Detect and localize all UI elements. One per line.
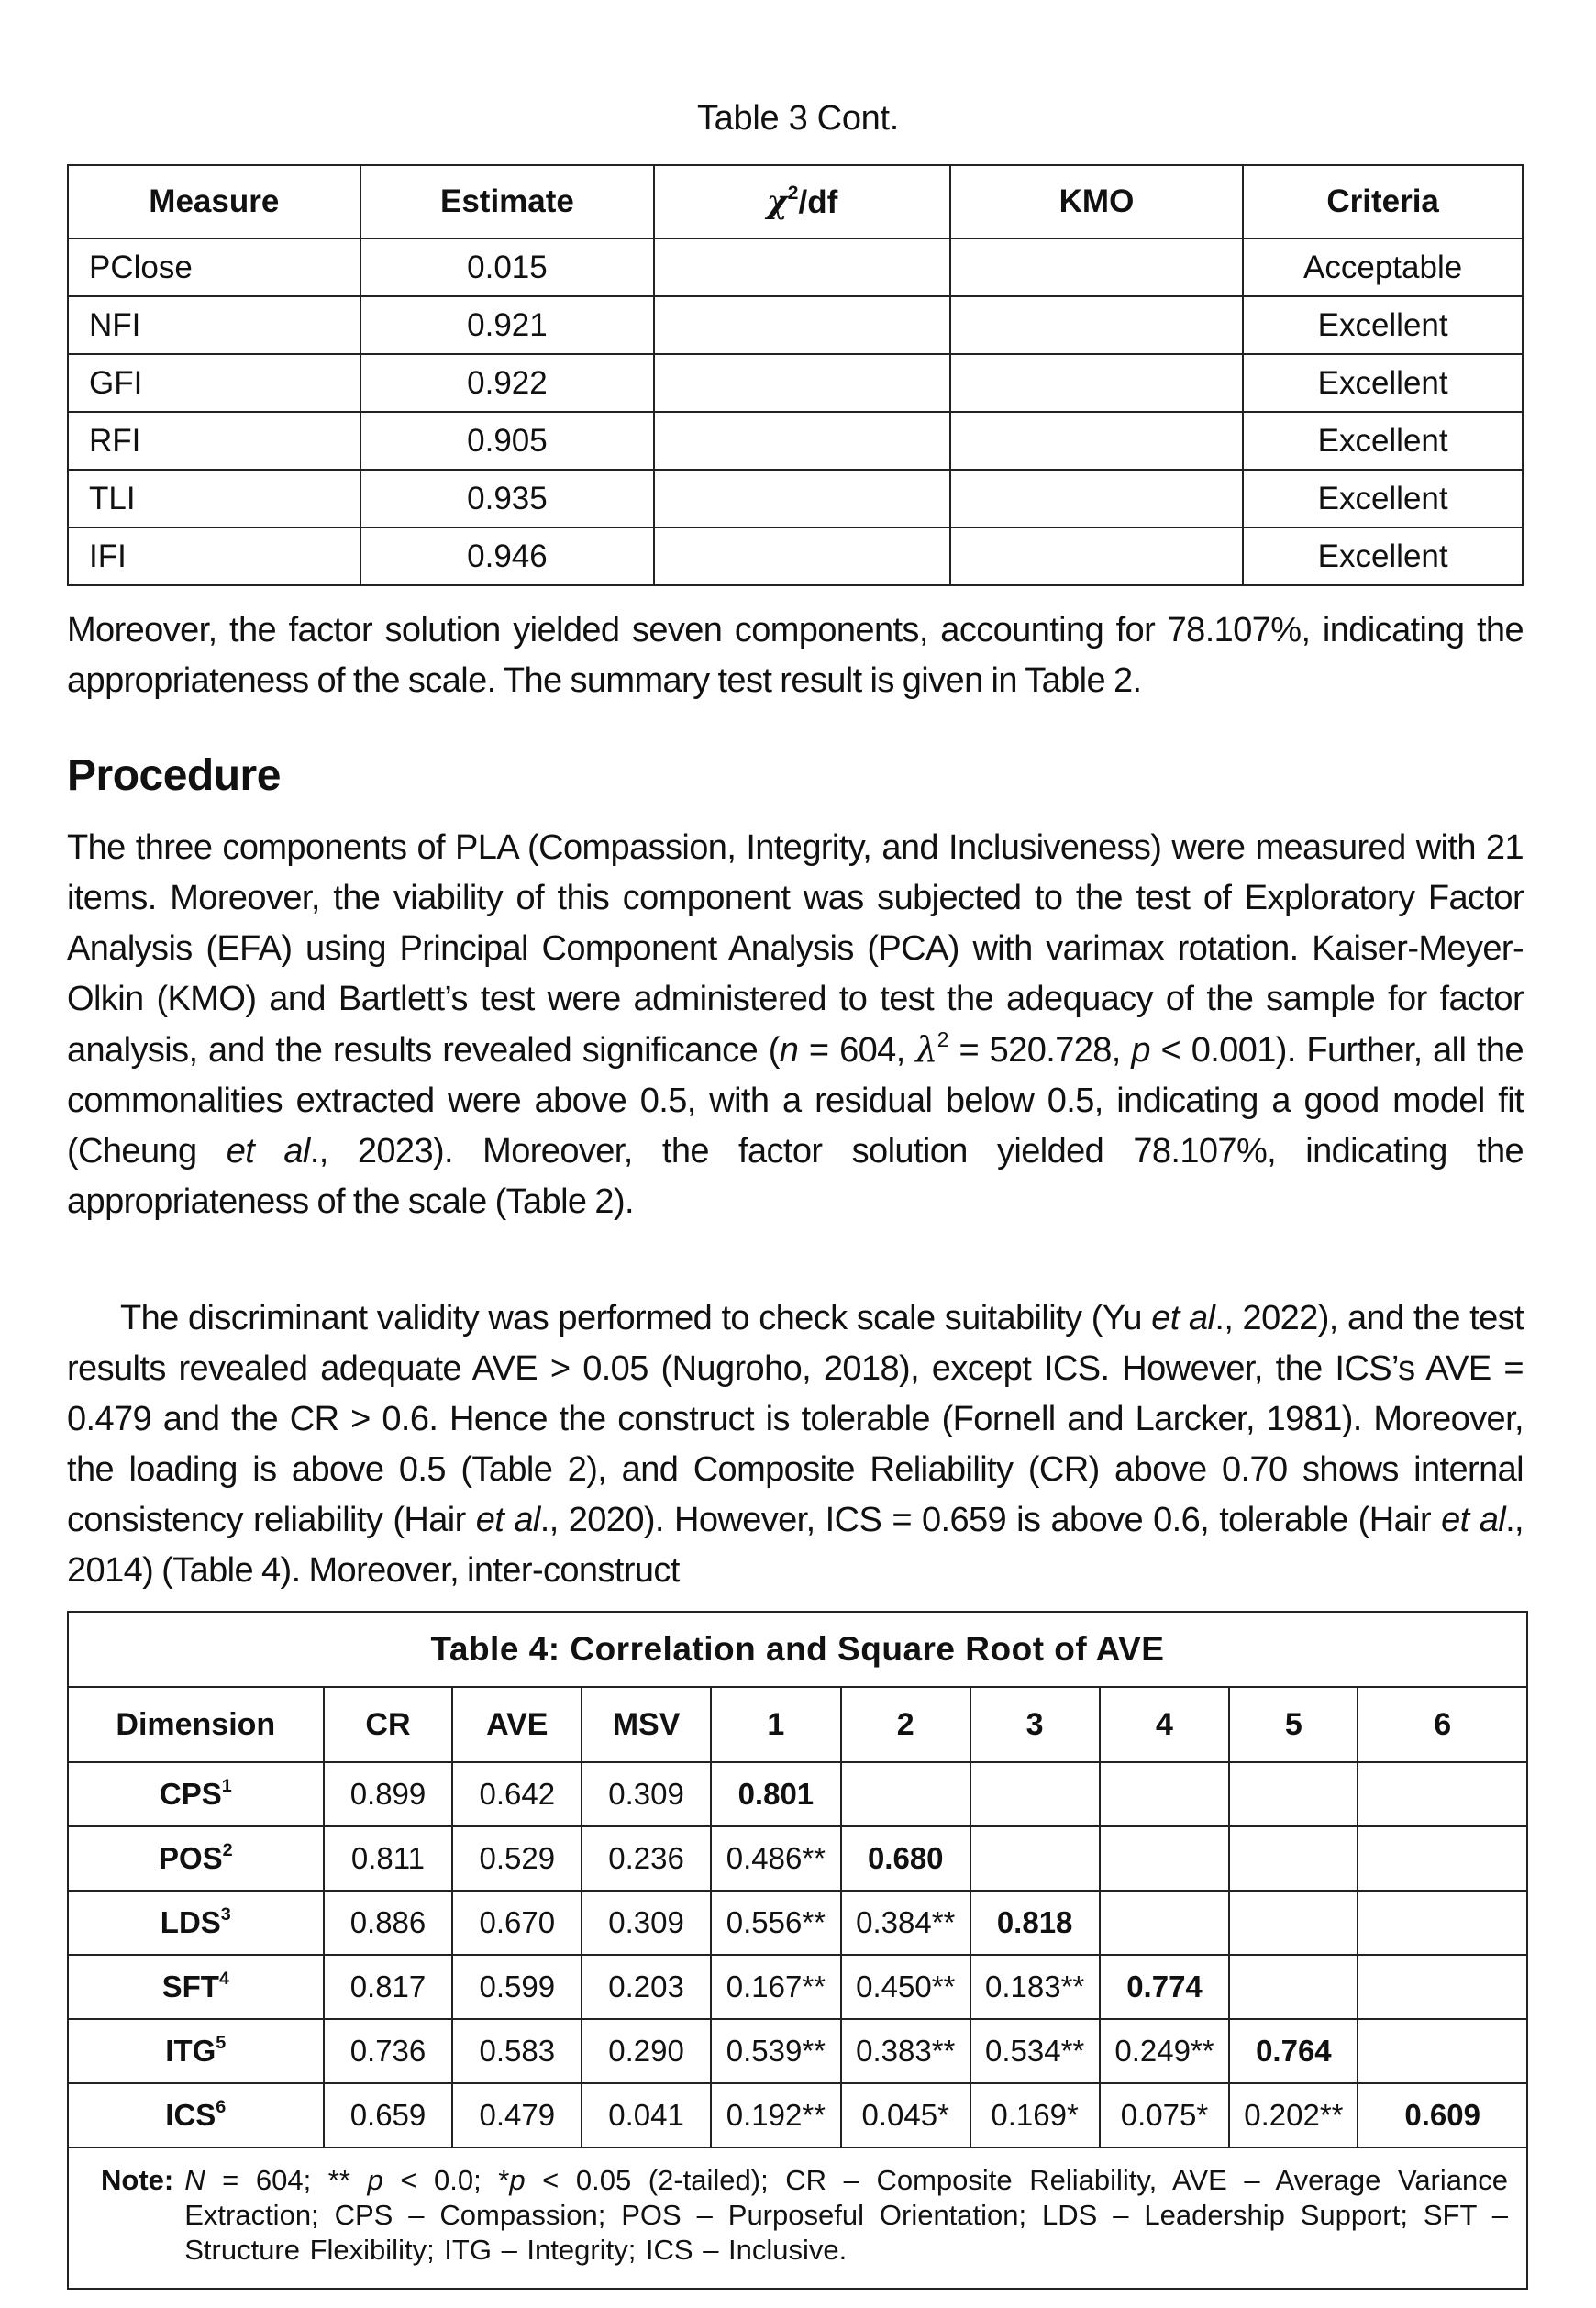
table4-row bbox=[68, 1826, 1527, 1891]
cell-sqrt-ave: 0.609 bbox=[1358, 2083, 1527, 2147]
col-header-5: 5 bbox=[1229, 1687, 1358, 1762]
note-text bbox=[184, 2163, 1508, 2268]
cell-correlation: 0.169* bbox=[970, 2083, 1100, 2147]
dimension-superscript: 3 bbox=[220, 1904, 231, 1925]
cell-correlation bbox=[1100, 1762, 1230, 1826]
cell-chi-df bbox=[654, 527, 949, 585]
cell-correlation: 0.167** bbox=[711, 1955, 841, 2019]
col-header-measure: Measure bbox=[68, 165, 360, 239]
dimension-superscript: 1 bbox=[221, 1776, 232, 1797]
col-header-3: 3 bbox=[970, 1687, 1100, 1762]
cell-correlation: 0.045* bbox=[841, 2083, 970, 2147]
cell-dimension bbox=[68, 2083, 324, 2147]
col-header-chi-df bbox=[654, 165, 949, 239]
text-run: The three components of PLA (Compassion, Integrity, and Inclusiveness) were measured with 21 items. Moreover, the viability of this component was subjected to the test of Exploratory Factor Analysis (EFA) using Principal Component Analysis (PCA) with varimax rotation. Kaiser-Meyer-Olkin (KMO) and Bartlett’s test were administered to test the adequacy of the sample for factor analysis, and the results revealed significance ( bbox=[67, 828, 1524, 1070]
cell-correlation bbox=[1358, 1891, 1527, 1955]
cell-correlation: 0.202** bbox=[1229, 2083, 1358, 2147]
cell-ave: 0.642 bbox=[452, 1762, 582, 1826]
cell-correlation bbox=[1358, 1955, 1527, 2019]
cell-sqrt-ave: 0.764 bbox=[1229, 2019, 1358, 2083]
cell-measure: TLI bbox=[68, 470, 360, 527]
section-heading-procedure: Procedure bbox=[67, 751, 281, 800]
text-run: = 604, bbox=[798, 1031, 916, 1070]
cell-dimension bbox=[68, 2019, 324, 2083]
col-header-cr: CR bbox=[324, 1687, 453, 1762]
italic-p: p bbox=[1131, 1031, 1150, 1070]
table3-row bbox=[68, 470, 1523, 527]
dimension-code: LDS bbox=[160, 1905, 221, 1939]
dimension-superscript: 5 bbox=[216, 2033, 227, 2054]
cell-cr: 0.886 bbox=[324, 1891, 453, 1955]
cell-correlation: 0.249** bbox=[1100, 2019, 1230, 2083]
text-run: < 0.0; * bbox=[382, 2164, 510, 2196]
table3-row bbox=[68, 354, 1523, 412]
cell-correlation bbox=[1100, 1891, 1230, 1955]
col-header-estimate: Estimate bbox=[360, 165, 655, 239]
text-run: = 604; ** bbox=[205, 2164, 368, 2196]
cell-correlation bbox=[1358, 1762, 1527, 1826]
italic-p: p bbox=[367, 2164, 383, 2196]
cell-correlation: 0.486** bbox=[711, 1826, 841, 1891]
cell-cr: 0.817 bbox=[324, 1955, 453, 2019]
table3-caption: Table 3 Cont. bbox=[696, 99, 900, 138]
text-run: = 520.728, bbox=[948, 1031, 1132, 1070]
col-header-criteria: Criteria bbox=[1243, 165, 1523, 239]
cell-measure: RFI bbox=[68, 412, 360, 470]
cell-measure: GFI bbox=[68, 354, 360, 412]
paragraph-discriminant-validity bbox=[67, 1293, 1524, 1596]
italic-et-al: et al bbox=[475, 1501, 540, 1539]
table3-row bbox=[68, 296, 1523, 354]
dimension-superscript: 6 bbox=[216, 2097, 227, 2118]
table4-title: Table 4: Correlation and Square Root of AVE bbox=[68, 1612, 1527, 1687]
cell-correlation bbox=[1358, 1826, 1527, 1891]
cell-correlation: 0.383** bbox=[841, 2019, 970, 2083]
cell-estimate: 0.922 bbox=[360, 354, 655, 412]
cell-msv: 0.309 bbox=[582, 1762, 711, 1826]
cell-kmo bbox=[950, 527, 1244, 585]
cell-criteria: Excellent bbox=[1243, 412, 1523, 470]
italic-et-al: et al bbox=[1151, 1299, 1215, 1337]
cell-correlation bbox=[1229, 1955, 1358, 2019]
col-header-msv: MSV bbox=[582, 1687, 711, 1762]
text-run: < 0.001). Further, all the commonalities extracted were above 0.5, with a residual below 0.5, indicating a good model fit (Cheung bbox=[67, 1031, 1524, 1171]
dimension-code: SFT bbox=[161, 1970, 219, 2003]
cell-correlation: 0.183** bbox=[970, 1955, 1100, 2019]
cell-correlation bbox=[970, 1762, 1100, 1826]
cell-correlation: 0.075* bbox=[1100, 2083, 1230, 2147]
cell-dimension bbox=[68, 1762, 324, 1826]
cell-ave: 0.529 bbox=[452, 1826, 582, 1891]
cell-kmo bbox=[950, 354, 1244, 412]
table4-header-row bbox=[68, 1687, 1527, 1762]
cell-measure: IFI bbox=[68, 527, 360, 585]
cell-correlation bbox=[1229, 1891, 1358, 1955]
paragraph-factor-solution: Moreover, the factor solution yielded seven components, accounting for 78.107%, indicating the appropriateness of the scale. The summary test result is given in Table 2. bbox=[67, 611, 1524, 700]
table4-row bbox=[68, 1762, 1527, 1826]
cell-correlation: 0.556** bbox=[711, 1891, 841, 1955]
cell-chi-df bbox=[654, 239, 949, 296]
table4-correlation bbox=[67, 1611, 1528, 2290]
cell-kmo bbox=[950, 239, 1244, 296]
italic-et-al: et al bbox=[1441, 1501, 1506, 1539]
table3-row bbox=[68, 239, 1523, 296]
cell-criteria: Excellent bbox=[1243, 470, 1523, 527]
table3-header-row bbox=[68, 165, 1523, 239]
cell-estimate: 0.946 bbox=[360, 527, 655, 585]
col-header-2: 2 bbox=[841, 1687, 970, 1762]
table4-note-row bbox=[68, 2147, 1527, 2289]
text-run: ., 2022), and the test results revealed adequate AVE > 0.05 (Nugroho, 2018), except ICS. However, the ICS’s AVE = 0.479 and the CR > 0.6. Hence the construct is tolerable (Fornell and Larcker, 1981). Moreover, the loading is above 0.5 (Table 2), and Composite Reliability (CR) above 0.70 shows internal consistency reliability (Hair bbox=[67, 1299, 1524, 1539]
col-header-kmo: KMO bbox=[950, 165, 1244, 239]
cell-estimate: 0.015 bbox=[360, 239, 655, 296]
table4-row bbox=[68, 2083, 1527, 2147]
cell-correlation: 0.450** bbox=[841, 1955, 970, 2019]
table4-row bbox=[68, 1955, 1527, 2019]
table4-row bbox=[68, 1891, 1527, 1955]
cell-msv: 0.041 bbox=[582, 2083, 711, 2147]
cell-measure: NFI bbox=[68, 296, 360, 354]
cell-cr: 0.899 bbox=[324, 1762, 453, 1826]
cell-criteria: Excellent bbox=[1243, 527, 1523, 585]
cell-correlation: 0.192** bbox=[711, 2083, 841, 2147]
cell-correlation bbox=[1100, 1826, 1230, 1891]
cell-chi-df bbox=[654, 412, 949, 470]
cell-correlation bbox=[1229, 1826, 1358, 1891]
cell-cr: 0.659 bbox=[324, 2083, 453, 2147]
cell-dimension bbox=[68, 1891, 324, 1955]
dimension-code: CPS bbox=[159, 1777, 222, 1811]
cell-sqrt-ave: 0.680 bbox=[841, 1826, 970, 1891]
cell-measure: PClose bbox=[68, 239, 360, 296]
table4-note bbox=[68, 2147, 1527, 2289]
cell-msv: 0.309 bbox=[582, 1891, 711, 1955]
cell-estimate: 0.935 bbox=[360, 470, 655, 527]
lambda-symbol: λ bbox=[915, 1029, 937, 1070]
cell-correlation bbox=[841, 1762, 970, 1826]
cell-kmo bbox=[950, 470, 1244, 527]
table3-model-fit bbox=[67, 164, 1524, 586]
text-run: ., 2023). Moreover, the factor solution yielded 78.107%, indicating the appropriateness of the scale (Table 2). bbox=[67, 1132, 1524, 1221]
cell-msv: 0.290 bbox=[582, 2019, 711, 2083]
cell-msv: 0.203 bbox=[582, 1955, 711, 2019]
cell-criteria: Excellent bbox=[1243, 296, 1523, 354]
dimension-superscript: 2 bbox=[222, 1840, 233, 1861]
cell-ave: 0.479 bbox=[452, 2083, 582, 2147]
lambda-superscript: 2 bbox=[937, 1027, 948, 1052]
cell-estimate: 0.905 bbox=[360, 412, 655, 470]
cell-dimension bbox=[68, 1955, 324, 2019]
col-header-ave: AVE bbox=[452, 1687, 582, 1762]
italic-N: N bbox=[184, 2164, 205, 2196]
chi-symbol: χ bbox=[766, 183, 788, 221]
cell-kmo bbox=[950, 412, 1244, 470]
cell-correlation bbox=[970, 1826, 1100, 1891]
cell-sqrt-ave: 0.818 bbox=[970, 1891, 1100, 1955]
dimension-code: POS bbox=[158, 1841, 223, 1875]
cell-correlation: 0.534** bbox=[970, 2019, 1100, 2083]
dimension-code: ICS bbox=[165, 2098, 216, 2132]
cell-dimension bbox=[68, 1826, 324, 1891]
cell-criteria: Acceptable bbox=[1243, 239, 1523, 296]
dimension-superscript: 4 bbox=[218, 1969, 229, 1990]
table3-row bbox=[68, 527, 1523, 585]
cell-correlation: 0.384** bbox=[841, 1891, 970, 1955]
text-run: The discriminant validity was performed to check scale suitability (Yu bbox=[120, 1299, 1152, 1337]
cell-correlation bbox=[1229, 1762, 1358, 1826]
cell-correlation bbox=[1358, 2019, 1527, 2083]
cell-cr: 0.736 bbox=[324, 2019, 453, 2083]
cell-msv: 0.236 bbox=[582, 1826, 711, 1891]
dimension-code: ITG bbox=[165, 2034, 216, 2068]
chi-superscript: 2 bbox=[787, 182, 799, 204]
table3-row bbox=[68, 412, 1523, 470]
col-header-1: 1 bbox=[711, 1687, 841, 1762]
text-run: < 0.05 (2-tailed); CR – Composite Reliability, AVE – Average Variance Extraction; CPS – Compassion; POS – Purposeful Orientation; LDS – Leadership Support; SFT – Structure Flexibility; ITG – Integrity; ICS – Inclusive. bbox=[184, 2164, 1508, 2266]
cell-ave: 0.599 bbox=[452, 1955, 582, 2019]
cell-correlation: 0.539** bbox=[711, 2019, 841, 2083]
note-label: Note: bbox=[101, 2164, 174, 2196]
col-header-6: 6 bbox=[1358, 1687, 1527, 1762]
text-run: ., 2014) (Table 4). Moreover, inter-construct bbox=[67, 1501, 1524, 1590]
cell-chi-df bbox=[654, 354, 949, 412]
cell-sqrt-ave: 0.801 bbox=[711, 1762, 841, 1826]
cell-cr: 0.811 bbox=[324, 1826, 453, 1891]
col-header-dimension: Dimension bbox=[68, 1687, 324, 1762]
paragraph-procedure bbox=[67, 823, 1524, 1227]
italic-p: p bbox=[509, 2164, 526, 2196]
italic-n: n bbox=[779, 1031, 799, 1070]
cell-estimate: 0.921 bbox=[360, 296, 655, 354]
table4-row bbox=[68, 2019, 1527, 2083]
text-run: ., 2020). However, ICS = 0.659 is above 0.6, tolerable (Hair bbox=[539, 1501, 1442, 1539]
cell-ave: 0.670 bbox=[452, 1891, 582, 1955]
chi-df-suffix: /df bbox=[798, 183, 838, 220]
cell-criteria: Excellent bbox=[1243, 354, 1523, 412]
cell-chi-df bbox=[654, 470, 949, 527]
cell-chi-df bbox=[654, 296, 949, 354]
cell-sqrt-ave: 0.774 bbox=[1100, 1955, 1230, 2019]
cell-ave: 0.583 bbox=[452, 2019, 582, 2083]
italic-et-al: et al bbox=[226, 1132, 310, 1171]
cell-kmo bbox=[950, 296, 1244, 354]
col-header-4: 4 bbox=[1100, 1687, 1230, 1762]
